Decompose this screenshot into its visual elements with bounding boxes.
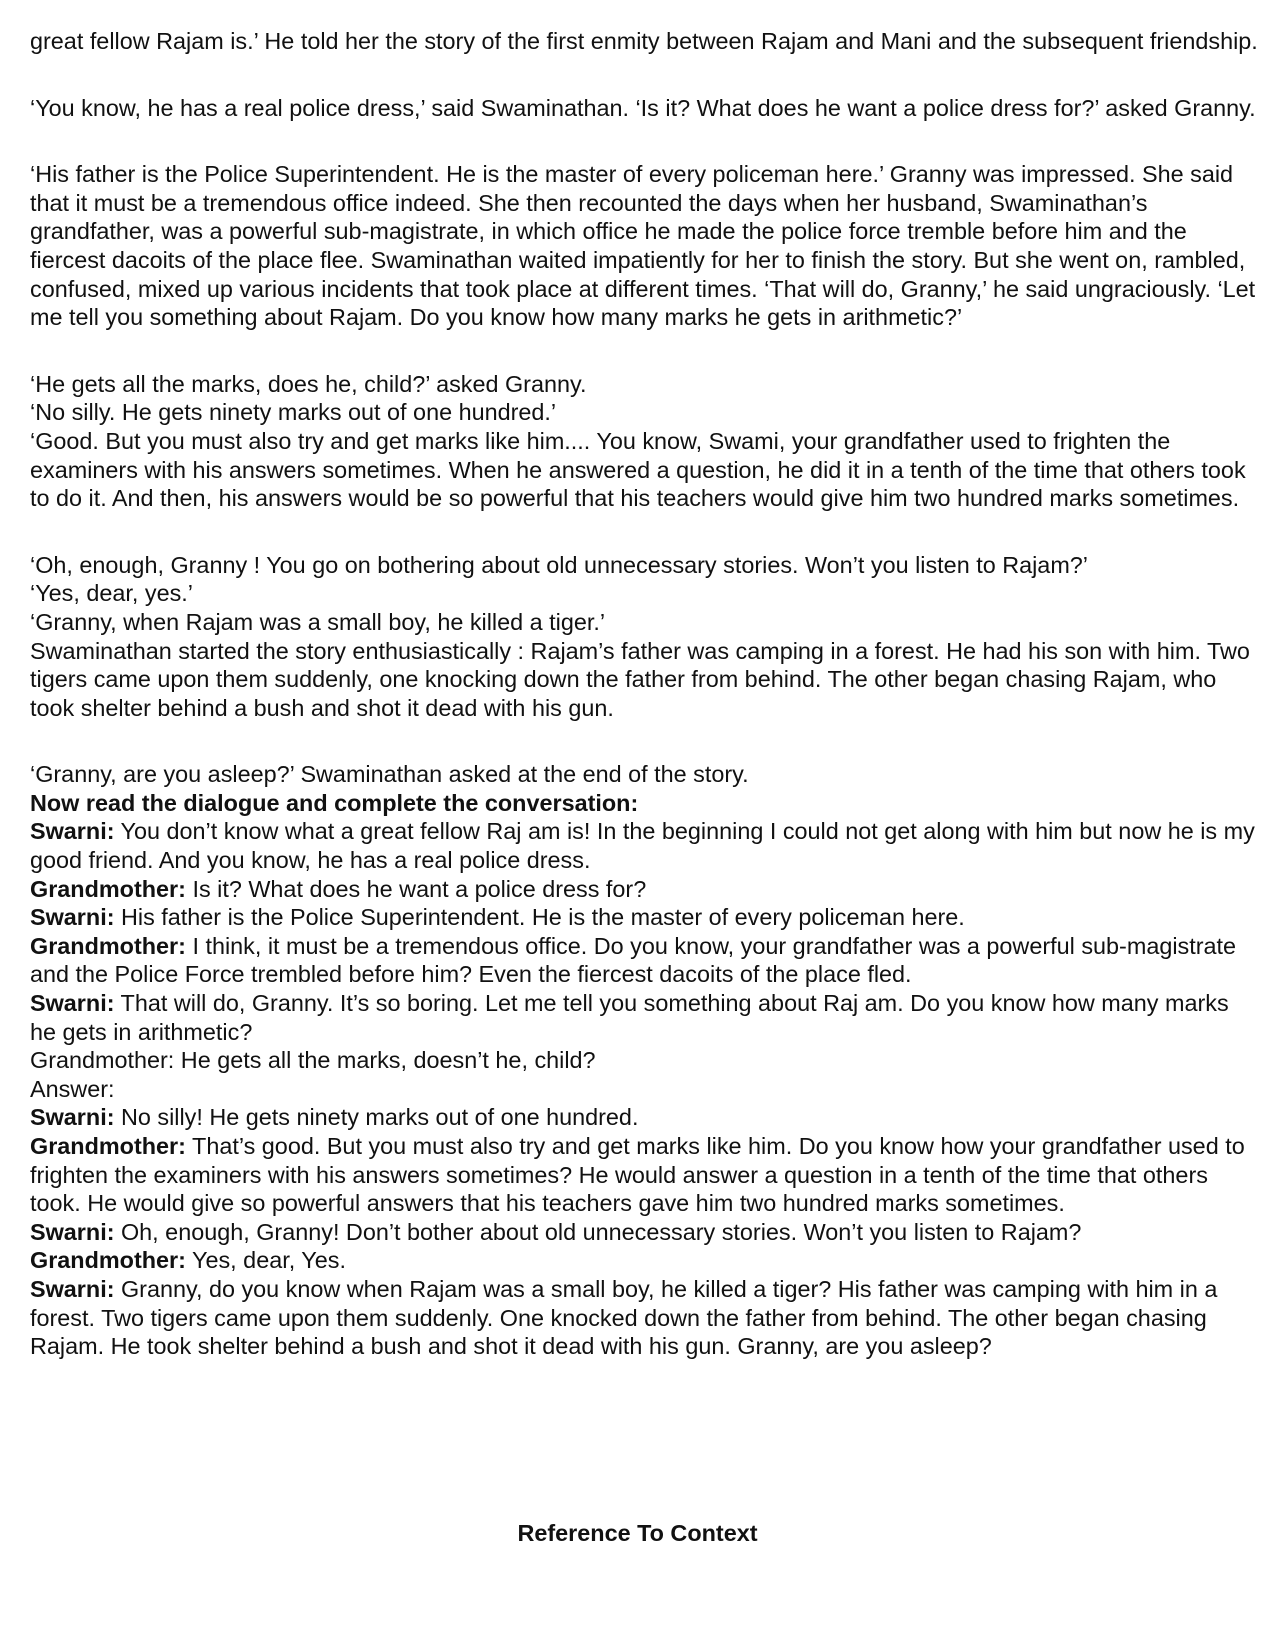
story-line: ‘Oh, enough, Granny ! You go on bothering about old unnecessary stories. Won’t you listen to Rajam?’	[30, 551, 1089, 578]
story-paragraph-1: great fellow Rajam is.’ He told her the story of the first enmity between Rajam and Mani and the subsequent friendship.	[30, 28, 1258, 54]
speaker-label: Grandmother:	[30, 1133, 186, 1159]
dialogue-text: That will do, Granny. It’s so boring. Let me tell you something about Raj am. Do you know how many marks he gets in arithmetic?	[30, 990, 1229, 1045]
answer-dialogue-block	[30, 1103, 1258, 1360]
speaker-label: Swarni:	[30, 1275, 115, 1302]
story-paragraph-5	[30, 551, 1258, 723]
dialogue-text: Yes, dear, Yes.	[185, 1247, 346, 1274]
dialogue-line	[30, 932, 1258, 989]
paragraph-gap	[30, 122, 1258, 160]
story-line: ‘He gets all the marks, does he, child?’ asked Granny.	[30, 370, 587, 397]
dialogue-text: You don’t know what a great fellow Raj am is! In the beginning I could not get along with him but now he is my good friend. And you know, he has a real police dress.	[30, 818, 1255, 874]
dialogue-text: No silly! He gets ninety marks out of one hundred.	[114, 1104, 639, 1131]
dialogue-line	[30, 1218, 1258, 1247]
story-line: ‘No silly. He gets ninety marks out of one hundred.’	[30, 399, 557, 426]
story-paragraph-4	[30, 370, 1258, 513]
dialogue-line	[30, 875, 1258, 904]
speaker-label: Swarni:	[30, 1218, 115, 1245]
section-heading: Reference To Context	[517, 1520, 758, 1546]
dialogue-text: I think, it must be a tremendous office. Do you know, your grandfather was a powerful sub-magistrate and the Police Force trembled before him? Even the fiercest dacoits of the place fled.	[30, 932, 1237, 988]
speaker-label: Grandmother:	[30, 932, 186, 959]
story-line: ‘Granny, when Rajam was a small boy, he killed a tiger.’	[30, 608, 606, 635]
dialogue-line	[30, 903, 1258, 932]
dialogue-text: Granny, do you know when Rajam was a small boy, he killed a tiger? His father was camping with him in a forest. Two tigers came upon them suddenly. One knocked down the father from behind. The other began chasing Rajam. He took shelter behind a bush and shot it dead with his gun. Granny, are you asleep?	[30, 1275, 1218, 1360]
story-paragraph-2: ‘You know, he has a real police dress,’ said Swaminathan. ‘Is it? What does he want a police dress for?’ asked Granny.	[30, 94, 1256, 121]
paragraph-gap	[30, 513, 1258, 551]
dialogue-line	[30, 1132, 1258, 1218]
exercise-instruction: Now read the dialogue and complete the conversation:	[30, 789, 639, 816]
dialogue-text: Oh, enough, Granny! Don’t bother about old unnecessary stories. Won’t you listen to Rajam?	[114, 1218, 1082, 1245]
speaker-label: Swarni:	[30, 818, 115, 845]
story-closing-line: ‘Granny, are you asleep?’ Swaminathan asked at the end of the story.	[30, 761, 749, 788]
dialogue-line	[30, 1275, 1258, 1361]
speaker-label: Swarni:	[30, 1104, 115, 1131]
dialogue-line	[30, 1103, 1258, 1132]
story-line: Swaminathan started the story enthusiastically : Rajam’s father was camping in a forest. He had his son with him. Two tigers came upon them suddenly, one knocking down the father from behind. The other began chasing Rajam, who took shelter behind a bush and shot it dead with his gun.	[30, 637, 1250, 721]
answer-label: Answer:	[30, 1075, 115, 1102]
speaker-label: Grandmother:	[30, 1247, 186, 1274]
dialogue-line	[30, 817, 1258, 874]
dialogue-block	[30, 817, 1258, 1046]
dialogue-text: That’s good. But you must also try and get marks like him. Do you know how your grandfather used to frighten the examiners with his answers sometimes? He would answer a question in a tenth of the time that others took. He would give so powerful answers that his teachers gave him two hundred marks sometimes.	[30, 1133, 1245, 1217]
speaker-label: Grandmother:	[30, 875, 186, 902]
story-line: ‘Yes, dear, yes.’	[30, 580, 193, 607]
plain-dialogue-line: Grandmother: He gets all the marks, doesn’t he, child?	[30, 1047, 596, 1074]
dialogue-line	[30, 989, 1258, 1046]
paragraph-gap	[30, 722, 1258, 760]
document-body	[30, 27, 1258, 1361]
dialogue-text: His father is the Police Superintendent. He is the master of every policeman here.	[114, 904, 965, 931]
story-line: ‘Good. But you must also try and get marks like him.... You know, Swami, your grandfather used to frighten the examiners with his answers sometimes. When he answered a question, he did it in a tenth of the time that others took to do it. And then, his answers would be so powerful that his teachers would give him two hundred marks sometimes.	[30, 427, 1246, 512]
paragraph-gap	[30, 332, 1258, 370]
speaker-label: Swarni:	[30, 904, 115, 931]
dialogue-text: Is it? What does he want a police dress for?	[185, 875, 647, 902]
dialogue-line	[30, 1246, 1258, 1275]
story-paragraph-3: ‘His father is the Police Superintendent. He is the master of every policeman here.’ Granny was impressed. She said that it must be a tremendous office indeed. She then recounted the days when her husband, Swaminathan’s grandfather, was a powerful sub-magistrate, in which office he made the police force tremble before him and the fiercest dacoits of the place flee. Swaminathan waited impatiently for her to finish the story. But she went on, rambled, confused, mixed up various incidents that took place at different times. ‘That will do, Granny,’ he said ungraciously. ‘Let me tell you something about Rajam. Do you know how many marks he gets in arithmetic?’	[30, 161, 1256, 331]
paragraph-gap	[30, 56, 1258, 94]
speaker-label: Swarni:	[30, 990, 115, 1017]
